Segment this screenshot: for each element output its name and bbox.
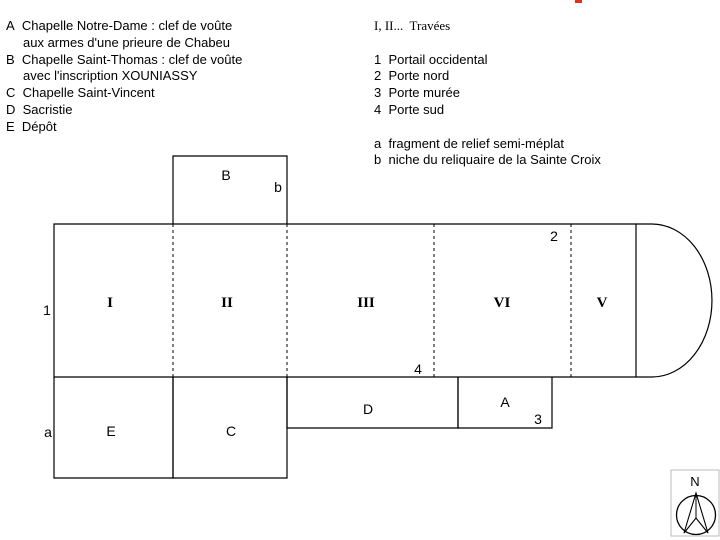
legend-text: Dépôt	[21, 118, 57, 134]
apse	[636, 224, 712, 377]
legend-text: Travées	[409, 18, 451, 33]
legend-key: b	[374, 152, 382, 168]
legend-text: Chapelle Saint-Thomas : clef de voûte	[21, 51, 243, 67]
legend-key: 1	[374, 51, 382, 67]
legend-text: Chapelle Notre-Dame : clef de voûte	[21, 18, 233, 33]
compass-label: N	[690, 474, 700, 489]
legend-text: Porte nord	[388, 68, 450, 84]
legend-text: niche du reliquaire de la Sainte Croix	[388, 152, 601, 168]
legend-key: E	[6, 118, 15, 134]
door-mark-4: 4	[414, 361, 422, 377]
feature-mark-a: a	[44, 424, 52, 440]
bay-label-2: II	[221, 295, 233, 311]
legend-key: A	[6, 18, 15, 33]
bay-label-4: VI	[493, 295, 511, 311]
room-label-b: B	[221, 167, 231, 183]
legend-text: aux armes d'une prieure de Chabeu	[23, 34, 231, 50]
legend-key: 2	[374, 68, 382, 84]
nave-outline	[54, 224, 636, 377]
legend-text: Chapelle Saint-Vincent	[22, 85, 155, 101]
legend-text: Porte sud	[388, 101, 445, 117]
legend-key: I, II...	[374, 18, 404, 33]
legend-key: D	[6, 101, 16, 117]
room-label-a: A	[500, 394, 510, 410]
room-label-d: D	[362, 401, 374, 417]
legend-text: Sacristie	[22, 101, 73, 117]
bay-label-3: III	[357, 295, 375, 311]
door-mark-1: 1	[43, 302, 51, 318]
bay-label-1: I	[107, 295, 113, 311]
door-mark-3: 3	[534, 411, 542, 427]
legend-key: 4	[374, 101, 382, 117]
legend-key: 3	[374, 85, 382, 101]
legend-text: avec l'inscription XOUNIASSY	[23, 68, 198, 84]
room-label-e: E	[106, 423, 116, 439]
legend-key: B	[6, 51, 15, 67]
legend-text: Porte murée	[388, 85, 461, 101]
room-label-c: C	[225, 423, 237, 439]
legend-text: Portail occidental	[388, 51, 488, 67]
compass	[671, 470, 719, 536]
door-mark-2: 2	[550, 228, 558, 244]
bay-label-5: V	[596, 295, 608, 311]
legend-key: a	[374, 135, 382, 151]
feature-mark-b: b	[274, 179, 282, 195]
legend-text: fragment de relief semi-méplat	[388, 135, 565, 151]
legend-key: C	[6, 85, 16, 101]
